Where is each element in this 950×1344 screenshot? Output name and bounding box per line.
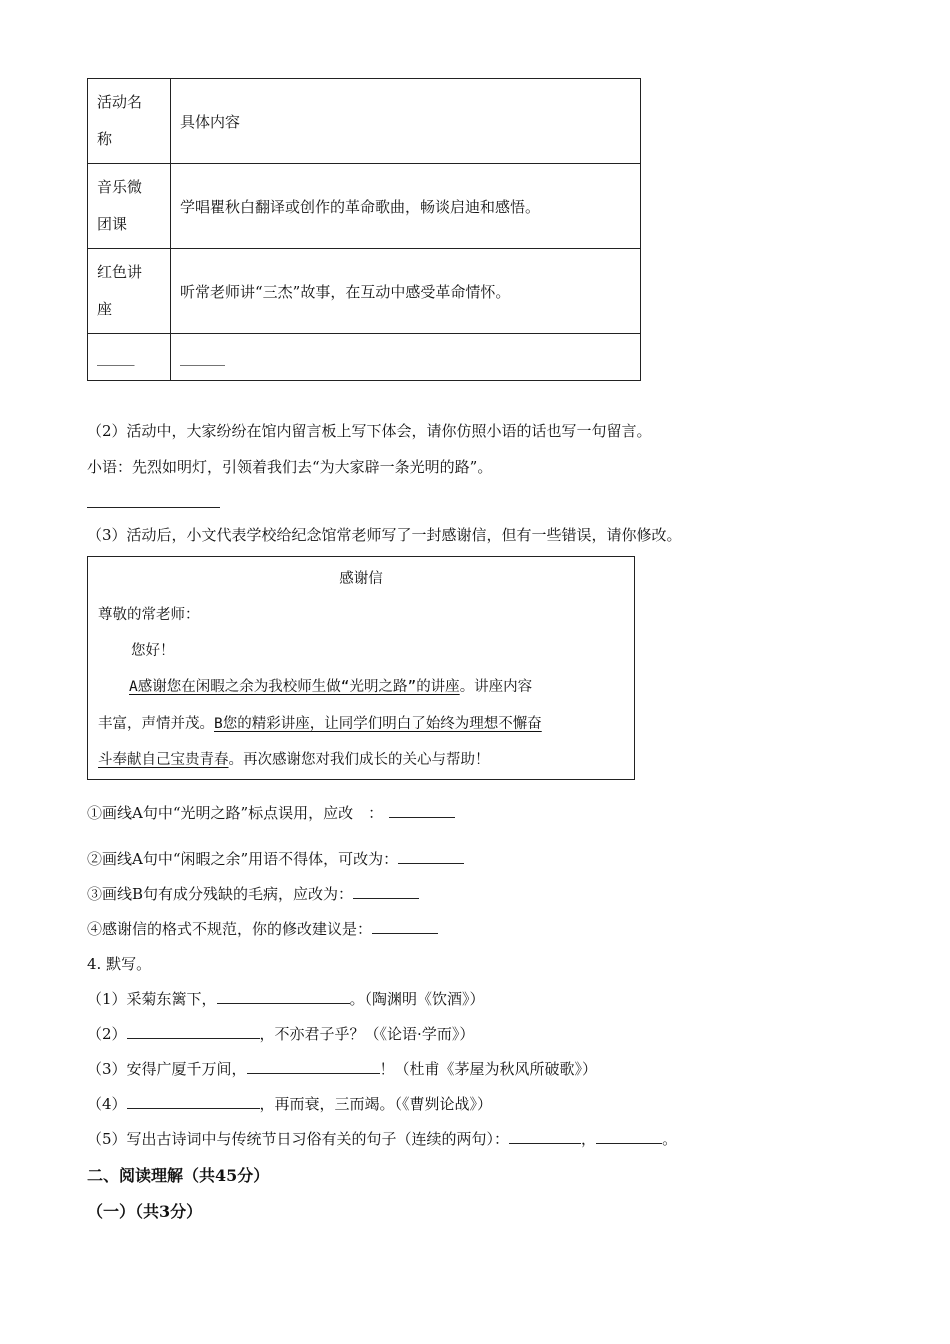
table-row <box>88 249 641 334</box>
table-cell-content: 听常老师讲“三杰”故事，在互动中感受革命情怀。 <box>171 249 641 334</box>
q4-item-5: （5）写出古诗词中与传统节日习俗有关的句子（连续的两句）： ， 。 <box>87 1130 678 1148</box>
q4-item-2: （2） ，不亦君子乎？（《论语·学而》） <box>87 1025 475 1043</box>
letter-body-line2: 丰富，声情并茂。B您的精彩讲座，让同学们明白了始终为理想不懈奋 <box>98 716 542 732</box>
section-subtitle: （一）（共3分） <box>87 1202 203 1221</box>
q2-answer-line[interactable] <box>87 507 220 508</box>
q3-prompt: （3）活动后，小文代表学校给纪念馆常老师写了一封感谢信，但有一些错误，请你修改。 <box>87 526 682 544</box>
answer-blank[interactable] <box>127 1037 260 1039</box>
sub-question-3: ③画线B句有成分残缺的毛病，应改为： <box>87 883 419 904</box>
sentence-a: A感谢您在闲暇之余为我校师生做“光明之路”的讲座 <box>129 679 460 695</box>
thank-you-letter <box>87 556 635 780</box>
q4-item-1: （1）采菊东篱下， 。（陶渊明《饮酒》） <box>87 990 485 1008</box>
answer-blank[interactable] <box>217 1002 350 1004</box>
sentence-b-cont: 斗奉献自己宝贵青春 <box>98 752 229 768</box>
sub-question-4: ④感谢信的格式不规范，你的修改建议是： <box>87 918 438 939</box>
answer-blank[interactable] <box>389 816 455 818</box>
table-row <box>88 334 641 381</box>
table-cell-name: 红色讲 座 <box>88 249 171 334</box>
table-row <box>88 79 641 164</box>
sub-question-2: ②画线A句中“闲暇之余”用语不得体，可改为： <box>87 848 464 869</box>
table-cell-name: 活动名 称 <box>88 79 171 164</box>
q4-title: 4. 默写。 <box>87 955 152 973</box>
table-cell-name: 音乐微 团课 <box>88 164 171 249</box>
table-cell-content: 具体内容 <box>171 79 641 164</box>
letter-greeting: 您好！ <box>131 643 175 659</box>
answer-blank[interactable] <box>127 1107 260 1109</box>
q4-item-4: （4） ，再而衰，三而竭。（《曹刿论战》） <box>87 1095 493 1113</box>
q2-example: 小语：先烈如明灯，引领着我们去“为大家辟一条光明的路”。 <box>87 458 493 476</box>
answer-blank[interactable] <box>372 932 438 934</box>
q4-item-3: （3）安得广厦千万间， ！（杜甫《茅屋为秋风所破歌》） <box>87 1060 598 1078</box>
sub-question-1: ①画线A句中“光明之路”标点误用，应改 ： <box>87 802 455 823</box>
sentence-b: B您的精彩讲座，让同学们明白了始终为理想不懈奋 <box>214 716 542 732</box>
table-cell-content: ______ <box>171 334 641 381</box>
table-row <box>88 164 641 249</box>
section-title: 二、阅读理解（共45分） <box>87 1166 270 1185</box>
letter-title: 感谢信 <box>339 571 383 587</box>
answer-blank[interactable] <box>509 1142 581 1144</box>
q2-prompt: （2）活动中，大家纷纷在馆内留言板上写下体会，请你仿照小语的话也写一句留言。 <box>87 422 652 440</box>
answer-blank[interactable] <box>596 1142 662 1144</box>
answer-blank[interactable] <box>247 1072 380 1074</box>
activity-table <box>87 78 641 381</box>
answer-blank[interactable] <box>398 862 464 864</box>
table-cell-name: _____ <box>88 334 171 381</box>
letter-body-line1: A感谢您在闲暇之余为我校师生做“光明之路”的讲座。讲座内容 <box>129 679 533 695</box>
letter-body-line3: 斗奉献自己宝贵青春。再次感谢您对我们成长的关心与帮助！ <box>98 752 490 768</box>
answer-blank[interactable] <box>353 897 419 899</box>
letter-salutation: 尊敬的常老师： <box>98 607 200 623</box>
table-cell-content: 学唱瞿秋白翻译或创作的革命歌曲，畅谈启迪和感悟。 <box>171 164 641 249</box>
